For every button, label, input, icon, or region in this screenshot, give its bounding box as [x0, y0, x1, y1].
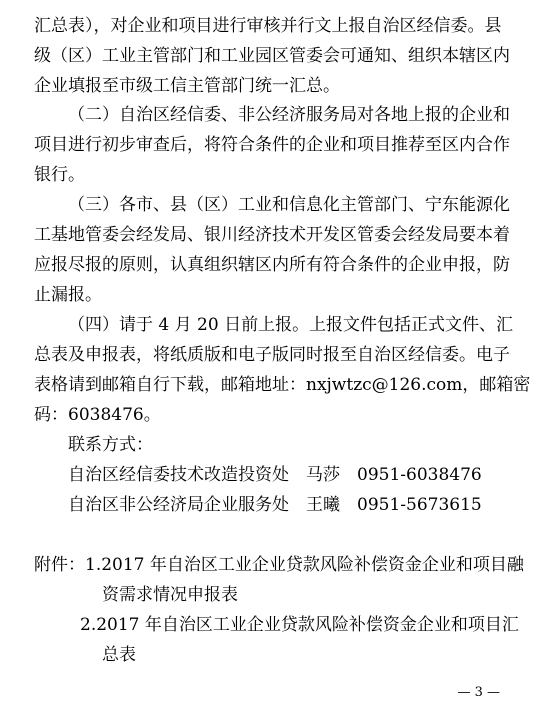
attachment-item: 2.2017 年自治区工业企业贷款风险补偿资金企业和项目汇 [80, 615, 519, 635]
paragraph-line: 企业填报至市级工信主管部门统一汇总。 [34, 76, 340, 96]
paragraph-line: 表格请到邮箱自行下载，邮箱地址：nxjwtzc@126.com，邮箱密 [34, 375, 531, 395]
attachment-item-continued: 资需求情况申报表 [102, 585, 238, 605]
paragraph-line: 汇总表），对企业和项目进行审核并行文上报自治区经信委。县 [34, 16, 502, 36]
paragraph-line: 应报尽报的原则，认真组织辖区内所有符合条件的企业申报，防 [34, 255, 510, 275]
contact-heading: 联系方式： [68, 435, 153, 455]
paragraph-line: 总表及申报表，将纸质版和电子版同时报至自治区经信委。电子 [34, 345, 510, 365]
paragraph-line: 止漏报。 [34, 285, 102, 305]
paragraph-line: 码：6038476。 [34, 405, 161, 425]
paragraph-line: 项目进行初步审查后，将符合条件的企业和项目推荐至区内合作 [34, 135, 510, 155]
contact-line: 自治区非公经济局企业服务处 王曦 0951-5673615 [68, 495, 482, 515]
paragraph-line: 级（区）工业主管部门和工业园区管委会可通知、组织本辖区内 [34, 46, 510, 66]
contact-line: 自治区经信委技术改造投资处 马莎 0951-6038476 [68, 465, 482, 485]
attachment-item-continued: 总表 [102, 645, 136, 665]
paragraph-line: 工基地管委会经发局、银川经济技术开发区管委会经发局要本着 [34, 225, 510, 245]
page-number: — 3 — [457, 685, 500, 700]
attachment-item: 附件：1.2017 年自治区工业企业贷款风险补偿资金企业和项目融 [34, 555, 524, 575]
paragraph-line: （三）各市、县（区）工业和信息化主管部门、宁东能源化 [68, 195, 510, 215]
paragraph-line: 银行。 [34, 165, 85, 185]
paragraph-line: （二）自治区经信委、非公经济服务局对各地上报的企业和 [68, 105, 510, 125]
paragraph-line: （四）请于 4 月 20 日前上报。上报文件包括正式文件、汇 [68, 315, 514, 335]
